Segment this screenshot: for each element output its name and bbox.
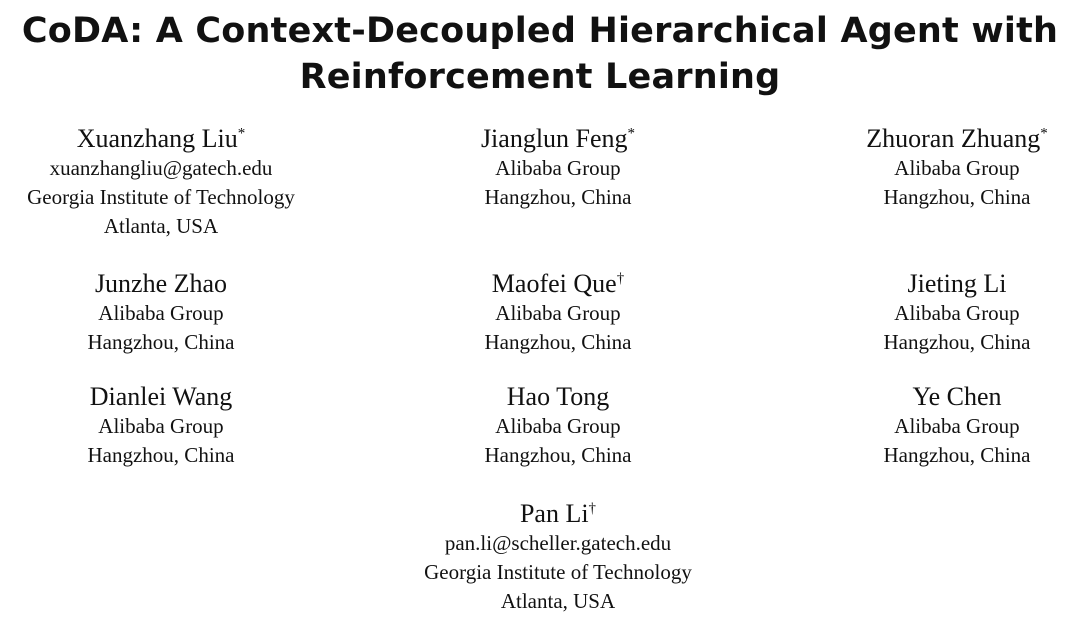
- author-location: Atlanta, USA: [500, 589, 616, 613]
- author-affiliation: Alibaba Group: [894, 301, 1020, 325]
- equal-contribution-mark: *: [1040, 125, 1048, 142]
- author-block-dianlei-wang: [0, 382, 341, 470]
- author-block-junzhe-zhao: [0, 269, 341, 357]
- author-affiliation: Alibaba Group: [495, 414, 621, 438]
- author-affiliation: Alibaba Group: [98, 414, 224, 438]
- author-block-pan-li: [378, 499, 738, 616]
- author-location: Hangzhou, China: [883, 443, 1031, 467]
- corresponding-author-mark: †: [616, 270, 625, 287]
- author-affiliation: Alibaba Group: [894, 156, 1020, 180]
- author-affiliation: Georgia Institute of Technology: [424, 560, 692, 584]
- paper-title-line-2: Reinforcement Learning: [299, 57, 781, 97]
- author-block-xuanzhang-liu: [0, 124, 341, 241]
- author-block-ye-chen: [777, 382, 1080, 470]
- author-block-jieting-li: [777, 269, 1080, 357]
- author-affiliation: Alibaba Group: [894, 414, 1020, 438]
- author-name: Pan Li†: [519, 499, 597, 528]
- equal-contribution-mark: *: [627, 125, 636, 142]
- equal-contribution-mark: *: [237, 125, 246, 142]
- author-block-zhuoran-zhuang: [777, 124, 1080, 212]
- author-block-maofei-que: [378, 269, 738, 357]
- corresponding-author-mark: †: [588, 500, 597, 517]
- author-email: xuanzhangliu@gatech.edu: [49, 156, 273, 180]
- author-location: Hangzhou, China: [883, 185, 1031, 209]
- author-affiliation: Alibaba Group: [495, 301, 621, 325]
- paper-title: [0, 8, 1080, 100]
- author-location: Hangzhou, China: [87, 443, 235, 467]
- author-affiliation: Georgia Institute of Technology: [27, 185, 295, 209]
- author-affiliation: Alibaba Group: [98, 301, 224, 325]
- author-location: Hangzhou, China: [883, 330, 1031, 354]
- author-name: Hao Tong: [506, 382, 610, 411]
- author-location: Atlanta, USA: [103, 214, 219, 238]
- author-block-jianglun-feng: [378, 124, 738, 212]
- author-location: Hangzhou, China: [484, 185, 632, 209]
- author-name: Jianglun Feng*: [480, 124, 636, 153]
- author-name: Zhuoran Zhuang*: [866, 124, 1048, 153]
- author-name: Dianlei Wang: [89, 382, 233, 411]
- author-name: Jieting Li: [907, 269, 1007, 298]
- author-name: Maofei Que†: [491, 269, 625, 298]
- author-affiliation: Alibaba Group: [495, 156, 621, 180]
- author-block-hao-tong: [378, 382, 738, 470]
- author-name: Xuanzhang Liu*: [76, 124, 246, 153]
- author-name: Junzhe Zhao: [94, 269, 228, 298]
- author-location: Hangzhou, China: [87, 330, 235, 354]
- paper-title-line-1: CoDA: A Context-Decoupled Hierarchical Agent with: [21, 11, 1059, 51]
- author-email: pan.li@scheller.gatech.edu: [444, 531, 672, 555]
- author-location: Hangzhou, China: [484, 330, 632, 354]
- author-location: Hangzhou, China: [484, 443, 632, 467]
- author-name: Ye Chen: [912, 382, 1002, 411]
